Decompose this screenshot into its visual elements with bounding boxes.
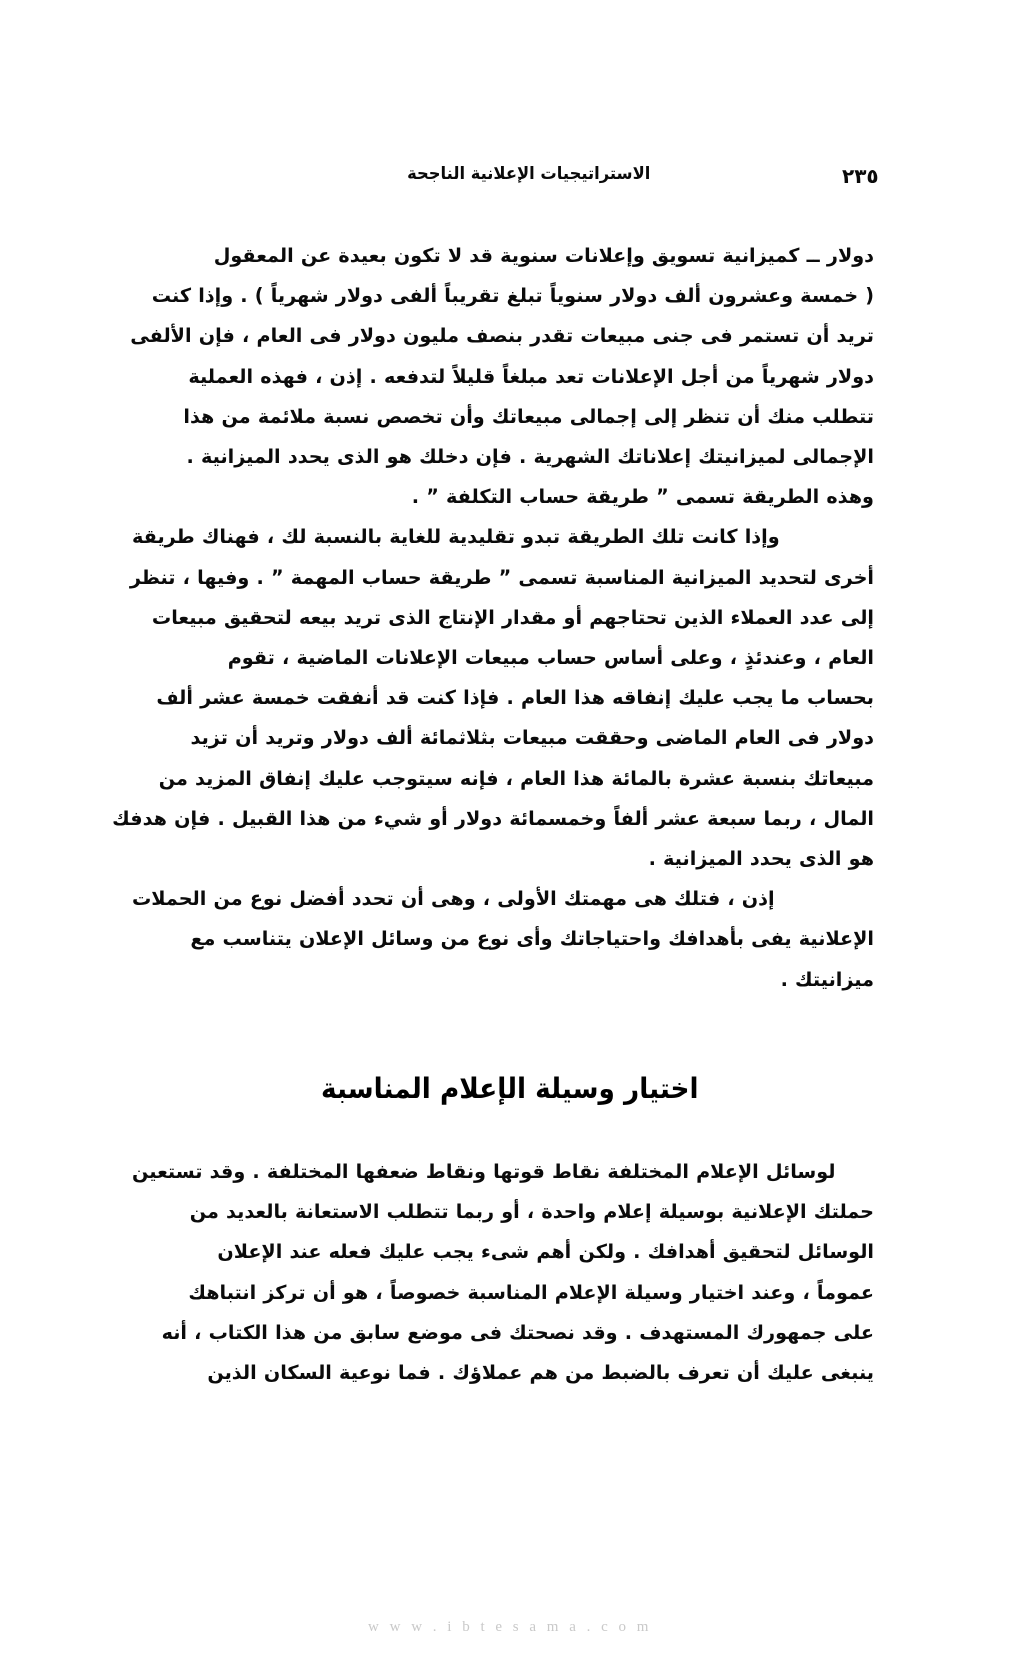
site-watermark: w w w . i b t e s a m a . c o m	[368, 1619, 652, 1635]
line-text: ( خمسة وعشرون ألف دولار سنوياً تبلغ تقريباً ألفى دولار شهرياً ) . وإذا كنت	[151, 284, 874, 308]
paragraph-indent	[840, 517, 874, 557]
line-text: أخرى لتحديد الميزانية المناسبة تسمى ” طريقة حساب المهمة ” . وفيها ، تنظر	[129, 565, 874, 589]
paragraph-task-method	[112, 517, 874, 879]
text-line	[132, 718, 874, 758]
text-line	[132, 1152, 874, 1192]
line-text: ينبغى عليك أن تعرف بالضبط من هم عملاؤك . فما نوعية السكان الذين	[207, 1361, 874, 1385]
paragraph-media-selection	[132, 1152, 874, 1393]
line-text: وهذه الطريقة تسمى ” طريقة حساب التكلفة ” .	[411, 485, 874, 509]
line-text: العام ، وعندئذٍ ، وعلى أساس حساب مبيعات الإعلانات الماضية ، تقوم	[227, 646, 874, 670]
text-line	[132, 919, 874, 959]
text-line	[132, 316, 874, 356]
text-line	[132, 357, 874, 397]
text-line	[132, 759, 874, 799]
line-text: لوسائل الإعلام المختلفة نقاط قوتها ونقاط ضعفها المختلفة . وقد تستعين	[132, 1160, 836, 1183]
text-line	[132, 598, 874, 638]
line-text: بحساب ما يجب عليك إنفاقه هذا العام . فإذا كنت قد أنفقت خمسة عشر ألف	[156, 686, 874, 710]
paragraph-indent	[840, 1152, 874, 1192]
text-line	[132, 960, 874, 1000]
page-number: ٢٣٥	[842, 164, 879, 188]
tail-text-block	[132, 1152, 874, 1393]
text-line	[132, 276, 874, 316]
text-line	[132, 517, 874, 557]
text-line	[132, 638, 874, 678]
line-text: الإعلانية يفى بأهدافك واحتياجاتك وأى نوع من وسائل الإعلان يتناسب مع	[190, 927, 874, 951]
text-line	[132, 879, 874, 919]
section-heading-text: اختيار وسيلة الإعلام المناسبة	[321, 1072, 699, 1105]
text-line	[112, 799, 874, 839]
line-text: الوسائل لتحقيق أهدافك . ولكن أهم شىء يجب عليك فعله عند الإعلان	[217, 1240, 874, 1264]
line-text: دولار ــ كميزانية تسويق وإعلانات سنوية قد لا تكون بعيدة عن المعقول	[213, 244, 874, 267]
text-line	[132, 1232, 874, 1272]
line-text: عموماً ، وعند اختيار وسيلة الإعلام المناسبة خصوصاً ، هو أن تركز انتباهك	[188, 1280, 874, 1304]
line-text: ميزانيتك .	[780, 967, 874, 991]
body-text-block	[112, 236, 874, 1000]
text-line	[132, 236, 874, 276]
text-line	[132, 1273, 874, 1313]
line-text: دولار شهرياً من أجل الإعلانات تعد مبلغاً قليلاً لتدفعه . إذن ، فهذه العملية	[188, 364, 874, 388]
text-line	[129, 558, 874, 598]
line-text: تريد أن تستمر فى جنى مبيعات تقدر بنصف مليون دولار فى العام ، فإن الألفى	[130, 324, 874, 348]
paragraph-first-task	[132, 879, 874, 1000]
text-line	[132, 1192, 874, 1232]
line-text: على جمهورك المستهدف . وقد نصحتك فى موضع سابق من هذا الكتاب ، أنه	[161, 1320, 874, 1344]
line-text: الإجمالى لميزانيتك إعلاناتك الشهرية . فإن دخلك هو الذى يحدد الميزانية .	[186, 445, 874, 469]
running-head	[142, 164, 878, 190]
running-head-chapter-title: الاستراتيجيات الإعلانية الناجحة	[406, 164, 650, 184]
line-text: هو الذى يحدد الميزانية .	[648, 847, 874, 871]
text-line	[132, 477, 874, 517]
line-text: مبيعاتك بنسبة عشرة بالمائة هذا العام ، فإنه سيتوجب عليك إنفاق المزيد من	[158, 766, 874, 790]
line-text: المال ، ربما سبعة عشر ألفاً وخمسمائة دولار أو شيء من هذا القبيل . فإن هدفك	[112, 806, 874, 830]
paragraph-indent	[840, 879, 874, 919]
line-text: وإذا كانت تلك الطريقة تبدو تقليدية للغاية بالنسبة لك ، فهناك طريقة	[132, 525, 780, 549]
text-line	[132, 397, 874, 437]
line-text: إذن ، فتلك هى مهمتك الأولى ، وهى أن تحدد أفضل نوع من الحملات	[132, 887, 775, 911]
line-text: تتطلب منك أن تنظر إلى إجمالى مبيعاتك وأن تخصص نسبة ملائمة من هذا	[183, 404, 874, 428]
paragraph-budget-cost-method	[132, 236, 874, 517]
text-line	[132, 839, 874, 879]
text-line	[132, 437, 874, 477]
section-heading	[0, 1072, 1020, 1105]
text-line	[132, 678, 874, 718]
text-line	[132, 1353, 874, 1393]
line-text: حملتك الإعلانية بوسيلة إعلام واحدة ، أو ربما تتطلب الاستعانة بالعديد من	[189, 1200, 874, 1224]
line-text: دولار فى العام الماضى وحققت مبيعات بثلاثمائة ألف دولار وتريد أن تزيد	[190, 726, 874, 750]
text-line	[132, 1313, 874, 1353]
line-text: إلى عدد العملاء الذين تحتاجهم أو مقدار الإنتاج الذى تريد بيعه لتحقيق مبيعات	[151, 605, 874, 629]
